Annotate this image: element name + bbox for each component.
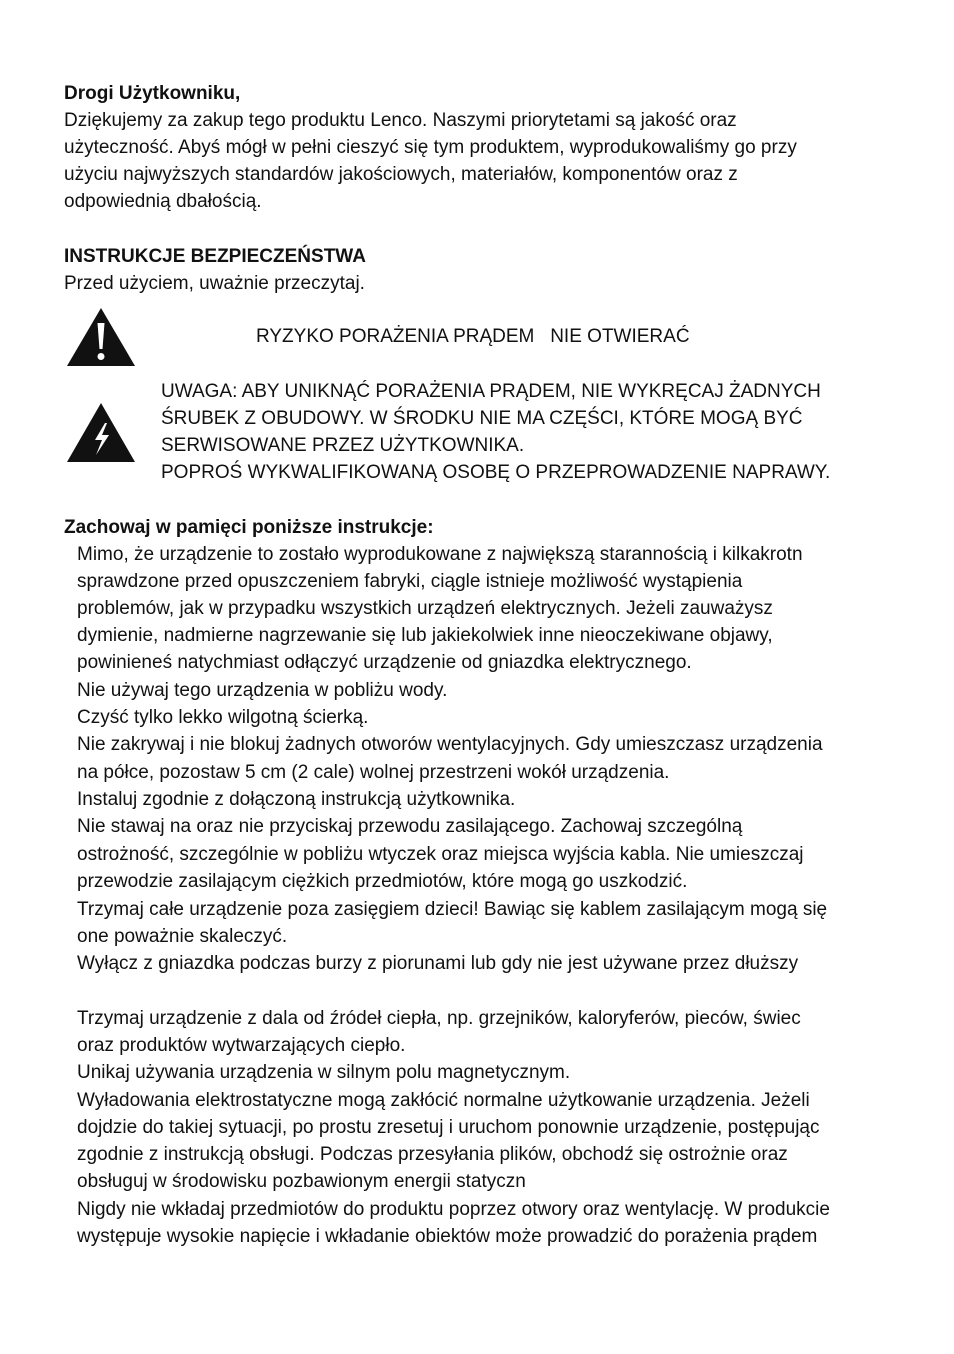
instruction-line: Trzymaj całe urządzenie poza zasięgiem dzieci! Bawiąc się kablem zasilającym mogą się: [77, 899, 828, 920]
instruction-line: zgodnie z instrukcją obsługi. Podczas przesyłania plików, obchodź się ostrożnie oraz: [77, 1144, 788, 1165]
instruction-line: przewodzie zasilającym ciężkich przedmiotów, które mogą go uszkodzić.: [77, 871, 688, 892]
instruction-line: Nie zakrywaj i nie blokuj żadnych otworów wentylacyjnych. Gdy umieszczasz urządzenia: [77, 734, 823, 755]
safety-heading: INSTRUKCJE BEZPIECZEŃSTWA: [64, 246, 366, 267]
instruction-line: problemów, jak w przypadku wszystkich urządzeń elektrycznych. Jeżeli zauważysz: [77, 598, 773, 619]
instruction-line: Trzymaj urządzenie z dala od źródeł ciepła, np. grzejników, kaloryferów, pieców, świec: [77, 1008, 801, 1029]
caution-line: SERWISOWANE PRZEZ UŻYTKOWNIKA.: [161, 435, 525, 456]
instruction-line: Unikaj używania urządzenia w silnym polu magnetycznym.: [77, 1062, 571, 1083]
instruction-line: oraz produktów wytwarzających ciepło.: [77, 1035, 406, 1056]
instruction-line: sprawdzone przed opuszczeniem fabryki, ciągle istnieje możliwość wystąpienia: [77, 571, 743, 592]
greeting: Drogi Użytkowniku,: [64, 83, 241, 104]
instruction-line: Instaluj zgodnie z dołączoną instrukcją użytkownika.: [77, 789, 516, 810]
instructions-heading: Zachowaj w pamięci poniższe instrukcje:: [64, 517, 434, 538]
instruction-line: powinieneś natychmiast odłączyć urządzenie od gniazdka elektrycznego.: [77, 652, 692, 673]
lightning-triangle-icon: [66, 402, 136, 463]
caution-line: UWAGA: ABY UNIKNĄĆ PORAŻENIA PRĄDEM, NIE WYKRĘCAJ ŻADNYCH: [161, 381, 821, 402]
instruction-line: ostrożność, szczególnie w pobliżu wtyczek oraz miejsca wyjścia kabla. Nie umieszczaj: [77, 844, 804, 865]
intro-line: użyteczność. Abyś mógł w pełni cieszyć się tym produktem, wyprodukowaliśmy go przy: [64, 137, 797, 158]
intro-line: użyciu najwyższych standardów jakościowych, materiałów, komponentów oraz z: [64, 164, 738, 185]
instruction-line: dymienie, nadmierne nagrzewanie się lub jakiekolwiek inne nieoczekiwane objawy,: [77, 625, 773, 646]
intro-line: Dziękujemy za zakup tego produktu Lenco. Naszymi priorytetami są jakość oraz: [64, 110, 737, 131]
instruction-line: Nie używaj tego urządzenia w pobliżu wody.: [77, 680, 448, 701]
instruction-line: występuje wysokie napięcie i wkładanie obiektów może prowadzić do porażenia prądem: [77, 1226, 818, 1247]
instruction-line: dojdzie do takiej sytuacji, po prostu zresetuj i uruchom ponownie urządzenie, postępując: [77, 1117, 820, 1138]
caution-line: ŚRUBEK Z OBUDOWY. W ŚRODKU NIE MA CZĘŚCI, KTÓRE MOGĄ BYĆ: [161, 408, 803, 429]
instruction-line: Nigdy nie wkładaj przedmiotów do produktu poprzez otwory oraz wentylację. W produkcie: [77, 1199, 830, 1220]
exclamation-triangle-icon: [66, 307, 136, 367]
instruction-line: Czyść tylko lekko wilgotną ścierką.: [77, 707, 369, 728]
caution-line: POPROŚ WYKWALIFIKOWANĄ OSOBĘ O PRZEPROWADZENIE NAPRAWY.: [161, 462, 831, 483]
instruction-line: na półce, pozostaw 5 cm (2 cale) wolnej przestrzeni wokół urządzenia.: [77, 762, 670, 783]
risk-warning-text: RYZYKO PORAŻENIA PRĄDEM NIE OTWIERAĆ: [256, 326, 690, 347]
instruction-line: obsługuj w środowisku pozbawionym energii statyczn: [77, 1171, 526, 1192]
instruction-line: Wyładowania elektrostatyczne mogą zakłócić normalne użytkowanie urządzenia. Jeżeli: [77, 1090, 810, 1111]
intro-line: odpowiednią dbałością.: [64, 191, 262, 212]
instruction-line: Mimo, że urządzenie to zostało wyprodukowane z największą starannością i kilkakrotn: [77, 544, 803, 565]
instruction-line: Nie stawaj na oraz nie przyciskaj przewodu zasilającego. Zachowaj szczególną: [77, 816, 743, 837]
instruction-line: one poważnie skaleczyć.: [77, 926, 288, 947]
safety-subheading: Przed użyciem, uważnie przeczytaj.: [64, 273, 365, 294]
instruction-line: Wyłącz z gniazdka podczas burzy z piorunami lub gdy nie jest używane przez dłuższy: [77, 953, 799, 974]
